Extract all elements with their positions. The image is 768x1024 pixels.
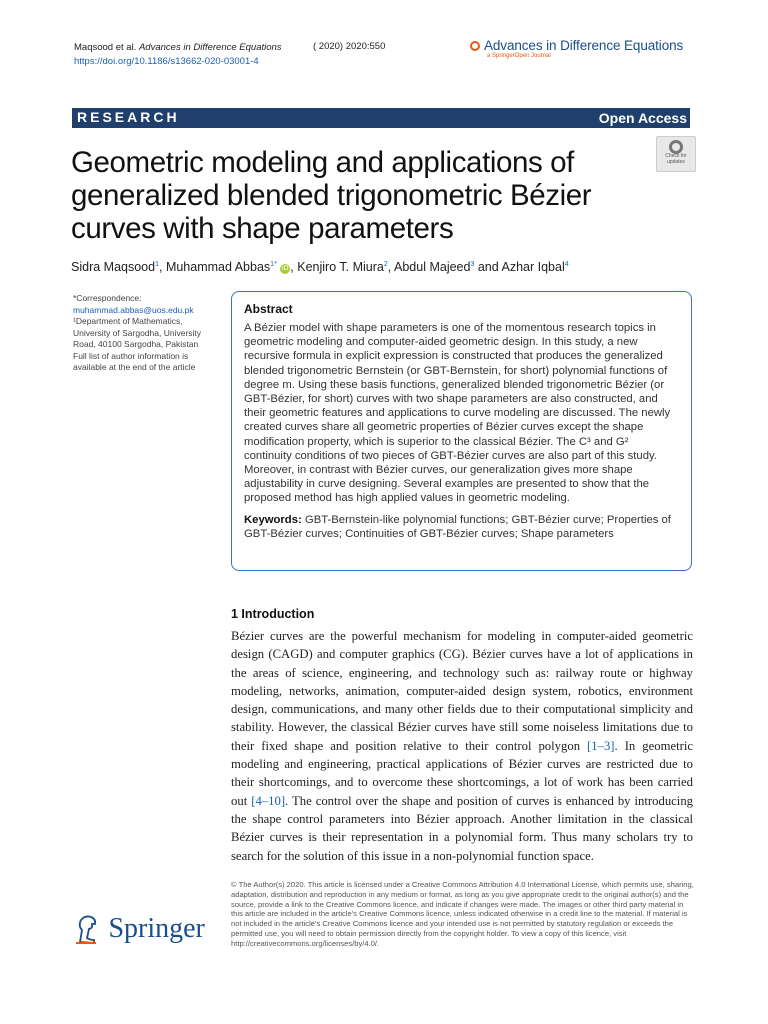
author-name[interactable]: Azhar Iqbal xyxy=(501,260,565,274)
check-line2: updates xyxy=(667,158,685,165)
author-name[interactable]: Abdul Majeed xyxy=(394,260,471,274)
check-for-updates-badge[interactable] xyxy=(656,136,696,172)
year-volume: ( 2020) 2020:550 xyxy=(313,41,386,52)
author-list: Sidra Maqsood$^1$, Muhammad Abbas$^{1*}$ iD , Kenjiro T. Miura$^2$, Abdul Majeed$^3$ and Azhar Iqbal$^4$ xyxy=(71,260,569,274)
citation-link[interactable]: [4–10] xyxy=(251,793,286,808)
abstract-heading: Abstract xyxy=(244,302,293,316)
author-name[interactable]: Kenjiro T. Miura xyxy=(297,260,384,274)
license-notice: © The Author(s) 2020. This article is licensed under a Creative Commons Attribution 4.0 International License, which permits use, sharing, adaptation, distribution and reproduction in any medium or format, as long as you give appropriate credit to the original author(s) and the source, provide a link to the Creative Commons licence, and indicate if changes were made. The images or other third party material in this article are included in the article's Creative Commons licence, unless indicated otherwise in a credit line to the material. If material is not included in the article's Creative Commons licence and your intended use is not permitted by statutory regulation or exceeds the permitted use, you will need to obtain permission directly from the copyright holder. To view a copy of this licence, visit http://creativecommons.org/licenses/by/4.0/. xyxy=(231,880,694,948)
abstract-box xyxy=(231,291,692,571)
intro-text-2: . In geometric modeling and engineering, practical applications of Bézier curves are restricted due to their shortcomings, and to overcome these shortcomings, a lot of work has been carried out xyxy=(231,738,693,808)
author-sup: 1 xyxy=(155,260,159,268)
journal-subtitle: a SpringerOpen Journal xyxy=(487,53,551,59)
author-sup: 2 xyxy=(383,260,388,268)
citation-link[interactable]: [1–3] xyxy=(587,738,615,753)
author-sup: 1* xyxy=(270,260,277,268)
check-line1: Check for xyxy=(665,153,687,159)
section-banner xyxy=(72,108,690,128)
abstract-text: A Bézier model with shape parameters is one of the momentous research topics in geometric modeling and computer-aided geometric design. In this study, a new recursive formula in explicit expression is constructed that produces the generalized blended trigonometric Bernstein (or GBT-Bernstein, for short) polynomial functions of degree m. Using these basis functions, generalized blended trigonometric Bézier (or GBT-Bézier, for short) curves with two shape parameters are also constructed, and their geometric features and applications to curve modeling are discussed. The newly created curves share all geometric properties of Bézier curves except the shape modification property, which is superior to the classical Bézier. The C³ and G² continuity conditions of two pieces of GBT-Bézier curves are also part of this study. Moreover, in contrast with Bézier curves, our generalization gives more shape adjustability in curve designing. Several examples are presented to show that the proposed method has high applied values in geometric modeling. xyxy=(244,322,671,505)
doi-link[interactable]: https://doi.org/10.1186/s13662-020-03001-4 xyxy=(74,55,259,67)
journal-icon xyxy=(470,41,480,51)
article-title: Geometric modeling and applications of generalized blended trigonometric Bézier curves with shape parameters xyxy=(71,146,592,245)
keywords-text: GBT-Bernstein-like polynomial functions; GBT-Bézier curve; Properties of GBT-Bézier curves; Continuities of GBT-Bézier curves; Shape parameters xyxy=(244,513,671,540)
intro-text-3: . The control over the shape and position of curves is enhanced by introducing the shape control parameters into Bézier approach. Another limitation in the classical Bézier curves is their representation in a polynomial form. Thus many scholars try to search for the solution of this issue in a non-polynomial function space. xyxy=(231,793,694,863)
correspondence-label: *Correspondence: xyxy=(73,293,142,303)
correspondence-sidebar xyxy=(73,293,213,374)
orcid-icon[interactable]: iD xyxy=(281,265,289,272)
journal-logo[interactable] xyxy=(470,38,683,59)
citation-authors: Maqsood et al. xyxy=(74,42,137,53)
intro-paragraph xyxy=(231,627,693,865)
running-header xyxy=(74,41,282,68)
author-name[interactable]: Sidra Maqsood xyxy=(71,260,156,274)
banner-research: RESEARCH xyxy=(77,109,180,125)
affiliation: ¹Department of Mathematics, University of Sargodha, University Road, 40100 Sargodha, Pakistan xyxy=(73,316,202,349)
check-updates-icon xyxy=(669,140,683,154)
keywords xyxy=(244,513,679,541)
author-sup: 4 xyxy=(564,260,569,268)
intro-text-1: Bézier curves are the powerful mechanism for modeling in computer-aided geometric design (CAGD) and computer graphics (CG). Bézier curves have a lot of applications in the areas of science, engineering, and technology such as: railway route or highway modeling, networks, animation, computer-aided design system, robotics, environment design, communications, and many other fields due to their computational simplicity and stability. However, the classical Bézier curves have still some noiseless limitations due to their fixed shape and position relative to their control polygon xyxy=(231,629,693,753)
banner-open-access: Open Access xyxy=(598,110,687,126)
keywords-label: Keywords: xyxy=(244,513,302,526)
author-sup: 3 xyxy=(470,260,475,268)
springer-horse-icon xyxy=(72,912,102,946)
citation-journal: Advances in Difference Equations xyxy=(138,42,282,53)
springer-wordmark: Springer xyxy=(108,913,205,944)
author-info-note: Full list of author information is available at the end of the article xyxy=(73,350,196,372)
intro-heading: 1 Introduction xyxy=(231,607,315,621)
journal-name: Advances in Difference Equations xyxy=(484,38,684,53)
author-name[interactable]: Muhammad Abbas xyxy=(165,260,271,274)
correspondence-email[interactable]: muhammad.abbas@uos.edu.pk xyxy=(73,304,194,315)
springer-logo[interactable] xyxy=(72,912,205,946)
